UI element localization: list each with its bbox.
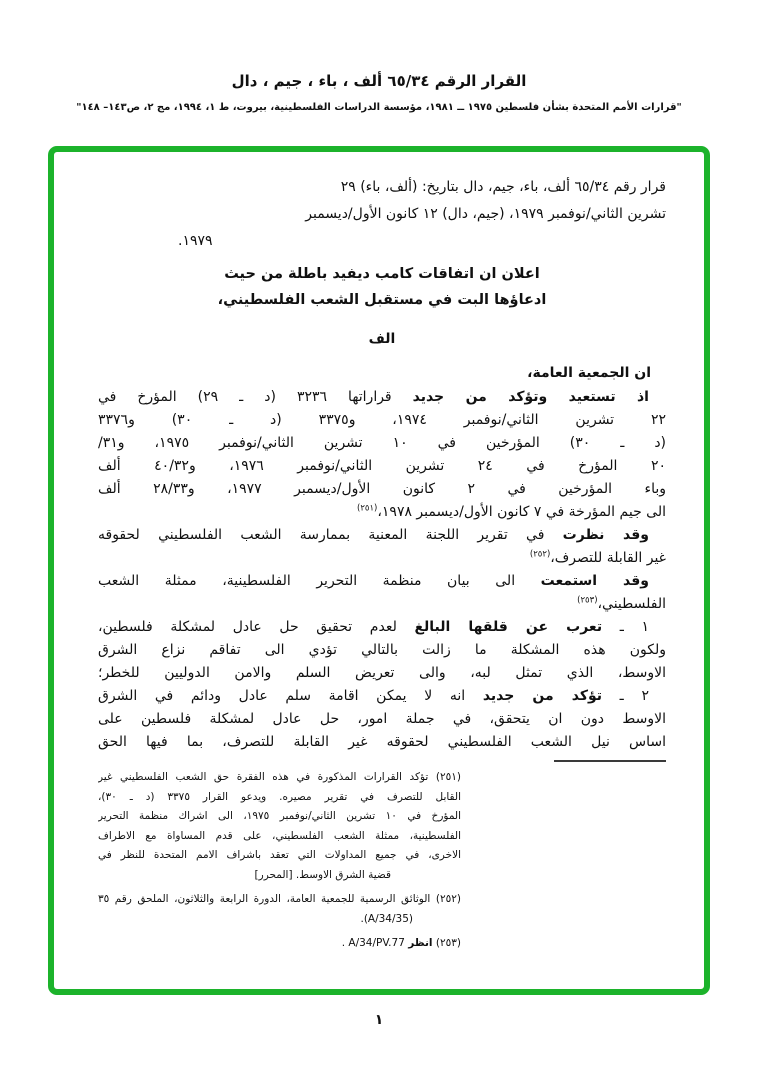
operative-paragraph-1 xyxy=(98,616,666,685)
footnotes-section xyxy=(98,768,461,954)
source-citation: "قرارات الأمم المتحدة بشأن فلسطين ١٩٧٥ ــ ١٩٨١، مؤسسة الدراسات الفلسطينية، بيروت، ط ١، ١٩٩٤، مج ٢، ص١٤٣– ١٤٨" xyxy=(76,102,682,113)
preamble-paragraph-1 xyxy=(98,386,666,524)
preamble-paragraph-2 xyxy=(98,524,666,570)
text-line: ٢ ـ تؤكد من جديد انه لا يمكن اقامة سلم عادل ودائم في الشرق xyxy=(98,688,649,704)
text-line: المؤرخ في ١٠ تشرين الثاني/نوفمبر ١٩٧٥، الى اشراك منظمة التحرير xyxy=(98,810,461,822)
page-title: القرار الرقم ٦٥/٣٤ ألف ، باء ، جيم ، دال xyxy=(231,72,527,90)
opening-line xyxy=(98,361,666,386)
text-line: (٢٥٣) انظر ‎A/34/PV.77‎ . xyxy=(341,937,461,949)
footnote-marker: (٢٥١) xyxy=(357,503,378,514)
footnote-separator xyxy=(554,760,666,762)
text-line: ١ ـ تعرب عن قلقها البالغ لعدم تحقيق حل عادل لمشكلة فلسطين، xyxy=(98,619,649,635)
text-line: وباء المؤرخين في ٢ كانون الأول/ديسمبر ١٩٧٧، و٢٨/٣٣ ألف xyxy=(98,481,666,497)
text-line: الفلسطيني،$^{(٢٥٣)}$ xyxy=(577,595,666,612)
resolution-body xyxy=(98,174,666,754)
section-letter xyxy=(98,327,666,351)
text-line: الاوسط، الذي تمثل لبه، والى تعريض السلم والامن الدوليين للخطر؛ xyxy=(98,665,666,681)
text-line: اذ تستعيد وتؤكد من جديد قراراتها ٣٢٣٦ (د ـ ٢٩) المؤرخ في xyxy=(98,389,649,405)
footnote-marker: (٢٥٣) xyxy=(577,595,598,606)
text-line: الف xyxy=(368,331,396,347)
resolution-page xyxy=(54,152,704,954)
text-line: ادعاؤها البت في مستقبل الشعب الفلسطيني، xyxy=(217,292,547,308)
text-line: ولكون هذه المشكلة ما زالت بالتالي تؤدي الى تفاقم نزاع الشرق xyxy=(98,642,666,658)
footnote-253 xyxy=(98,934,461,954)
footnote-251 xyxy=(98,768,461,885)
text-line: قضية الشرق الاوسط. [المحرر] xyxy=(254,868,391,881)
text-line: (٢٥٢) الوثائق الرسمية للجمعية العامة، الدورة الرابعة والثلاثون، الملحق رقم ٣٥ xyxy=(98,893,461,905)
green-border-frame xyxy=(48,146,710,995)
text-line: ٢٠ المؤرخ في ٢٤ تشرين الثاني/نوفمبر ١٩٧٦، و٤٠/٣٢ ألف xyxy=(98,458,666,474)
reference-block xyxy=(178,174,666,255)
preamble-paragraph-3 xyxy=(98,570,666,616)
footnote-marker: (٢٥٢) xyxy=(529,549,551,560)
operative-paragraph-2 xyxy=(98,685,666,754)
page-number: ١ xyxy=(374,1012,384,1028)
text-line: غير القابلة للتصرف،$^{(٢٥٢)}$ xyxy=(529,549,666,566)
text-line: الى جيم المؤرخة في ٧ كانون الأول/ديسمبر ١٩٧٨،$^{(٢٥١)}$ xyxy=(357,503,666,520)
text-line: اساس نيل الشعب الفلسطيني لحقوقه غير القابلة للتصرف، بما فيها الحق xyxy=(98,734,666,750)
text-line: الفلسطينية، ممثلة الشعب الفلسطيني، على قدم المساواة مع الاطراف xyxy=(98,829,461,842)
text-line: ١٩٧٩. xyxy=(178,233,213,249)
text-line: ان الجمعية العامة، xyxy=(527,365,651,381)
text-line: القابل للتصرف في تقرير مصيره. ويدعو القرار ٣٣٧٥ (د ـ ٣٠)، xyxy=(98,790,461,803)
text-line: ٢٢ تشرين الثاني/نوفمبر ١٩٧٤، و٣٣٧٥ (د ـ ٣٠) و٣٣٧٦ xyxy=(98,412,666,428)
text-line: وقد استمعت الى بيان منظمة التحرير الفلسطينية، ممثلة الشعب xyxy=(98,573,649,589)
text-line: (د ـ ٣٠) المؤرخين في ١٠ تشرين الثاني/نوفمبر ١٩٧٥، و٣١/ xyxy=(98,435,666,451)
text-line: وقد نظرت في تقرير اللجنة المعنية بممارسة الشعب الفلسطيني لحقوقه xyxy=(98,527,649,543)
text-line: تشرين الثاني/نوفمبر ١٩٧٩، (جيم، دال) ١٢ كانون الأول/ديسمبر xyxy=(305,206,666,222)
text-line: (٢٥١) تؤكد القرارات المذكورة في هذه الفقرة حق الشعب الفلسطيني غير xyxy=(98,771,461,783)
text-line: الاخرى، في جميع المداولات التي تعقد باشراف الامم المتحدة للنظر في xyxy=(98,849,461,861)
text-line: اعلان ان اتفاقات كامب ديفيد باطلة من حيث xyxy=(224,266,540,282)
text-line: قرار رقم ٦٥/٣٤ ألف، باء، جيم، دال بتاريخ: (ألف، باء) ٢٩ xyxy=(340,179,666,195)
footnote-252 xyxy=(98,890,461,929)
resolution-title xyxy=(98,261,666,313)
text-line: ‎(A/34/35)‎. xyxy=(360,912,413,925)
text-line: الاوسط دون ان يتحقق، في جملة امور، حل عادل لمشكلة فلسطين على xyxy=(98,711,666,727)
